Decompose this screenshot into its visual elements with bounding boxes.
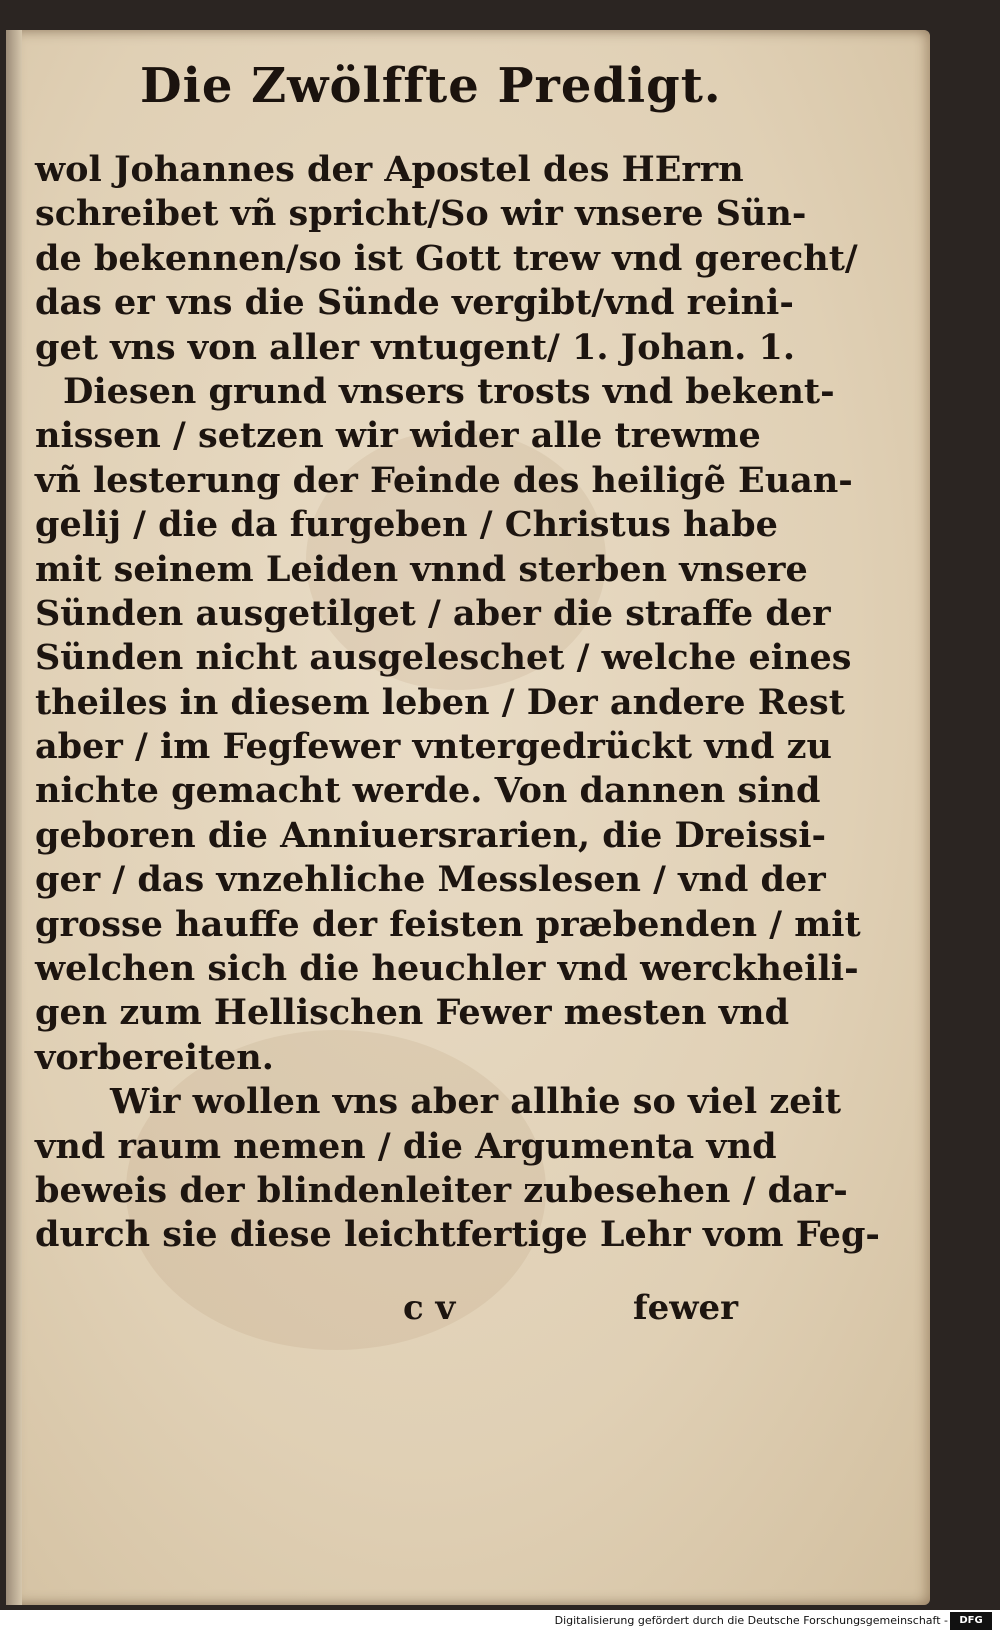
text-line: get vns von aller vntugent/ 1. Johan. 1.: [35, 326, 796, 368]
text-line: Sünden nicht ausgeleschet / welche eines: [35, 637, 852, 679]
text-line: durch sie diese leichtfertige Lehr vom Feg-: [35, 1214, 880, 1256]
text-line: gelij / die da furgeben / Christus habe: [35, 504, 778, 546]
page-footer: [35, 1288, 739, 1332]
text-line: aber / im Fegfewer vntergedrückt vnd zu: [35, 726, 832, 768]
text-line: das er vns die Sünde vergibt/vnd reini-: [35, 282, 794, 324]
text-line: ger / das vnzehliche Messlesen / vnd der: [35, 859, 826, 901]
text-line: Diesen grund vnsers trosts vnd bekent-: [63, 370, 835, 412]
text-line: vorbereiten.: [35, 1036, 274, 1078]
dfg-logo: DFG: [950, 1612, 992, 1630]
text-line: nissen / setzen wir wider alle trewme: [35, 415, 761, 457]
digitization-credit: Digitalisierung gefördert durch die Deutsche Forschungsgemeinschaft -: [554, 1614, 948, 1627]
text-line: grosse hauffe der feisten præbenden / mit: [35, 903, 861, 945]
text-line: mit seinem Leiden vnnd sterben vnsere: [35, 548, 808, 590]
text-line: Wir wollen vns aber allhie so viel zeit: [110, 1081, 841, 1123]
text-line: Sünden ausgetilget / aber die straffe der: [35, 592, 831, 634]
signature-mark: c v: [403, 1288, 456, 1328]
text-line: wol Johannes der Apostel des HErrn: [35, 149, 744, 190]
text-line: beweis der blindenleiter zubesehen / dar-: [35, 1169, 848, 1211]
text-line: geboren die Anniuersrarien, die Dreissi-: [35, 814, 827, 856]
page-header: Die Zwölffte Predigt.: [140, 58, 722, 114]
text-line: welchen sich die heuchler vnd werckheili-: [35, 948, 859, 990]
text-line: theiles in diesem leben / Der andere Rest: [35, 681, 845, 723]
page-body: [35, 148, 880, 1258]
page-gutter: [6, 30, 22, 1605]
text-line: schreibet vñ spricht/So wir vnsere Sün-: [35, 193, 807, 235]
text-line: gen zum Hellischen Fewer mesten vnd: [35, 992, 790, 1034]
text-line: vnd raum nemen / die Argumenta vnd: [35, 1125, 777, 1167]
text-line: nichte gemacht werde. Von dannen sind: [35, 770, 821, 812]
text-line: de bekennen/so ist Gott trew vnd gerecht/: [35, 237, 858, 279]
text-line: vñ lesterung der Feinde des heiligẽ Euan-: [35, 459, 853, 501]
catchword: fewer: [633, 1288, 739, 1328]
